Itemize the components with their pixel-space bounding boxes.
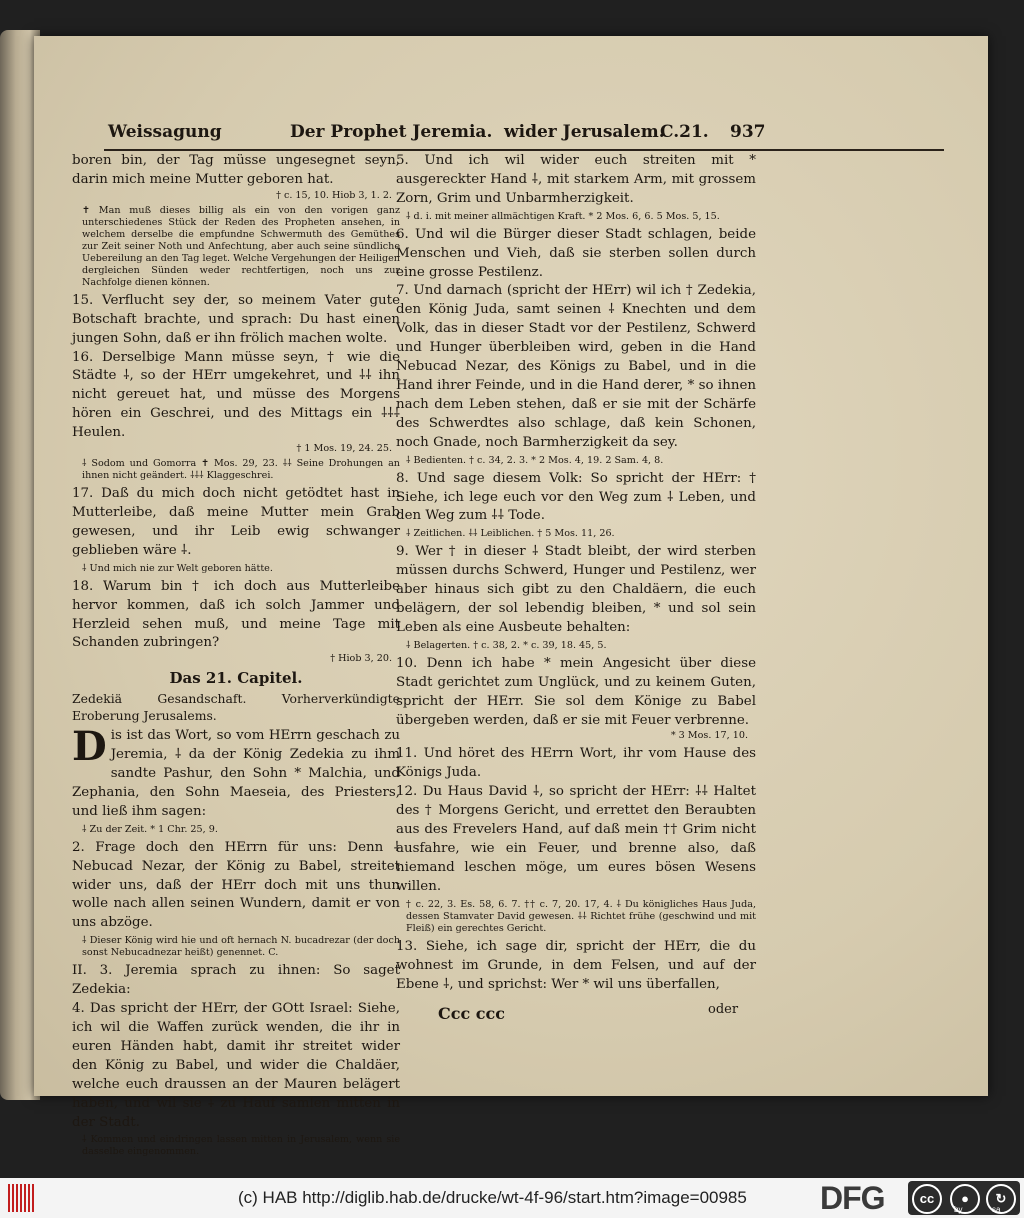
barcode-icon (8, 1184, 36, 1212)
running-head-title: wider Jerusalem. (504, 122, 665, 142)
chapter-summary: Zedekiä Gesandschaft. Vorherverkündigte Eroberung Jerusalems. (72, 691, 400, 724)
footnote: ⸸ Zu der Zeit. * 1 Chr. 25, 9. (82, 823, 218, 835)
running-head (104, 122, 944, 150)
book-page (34, 36, 988, 1158)
paragraph: 18. Warum bin † ich doch aus Mutterleibe hervor kommen, daß ich solch Jammer und Herzleid sehen muß, und meine Tage mit Schanden zubringen? (72, 578, 400, 651)
cross-reference: * 3 Mos. 17, 10. (670, 730, 748, 742)
footnote: ⸸ Zeitlichen. ⸸⸸ Leiblichen. † 5 Mos. 11, 26. (406, 528, 615, 540)
cc-icon: cc (912, 1184, 942, 1214)
paragraph: 16. Derselbige Mann müsse seyn, † wie die Städte ⸸, so der HErr umgekehret, und ⸸⸸ ihn nicht gereuet hat, und müsse des Morgens hören ein Geschrei, und des Mittags ein ⸸⸸⸸ Heulen. (72, 349, 400, 441)
signature-mark: Ccc ccc (438, 1004, 506, 1023)
sa-icon: ↻ (986, 1184, 1016, 1214)
header-rule (104, 149, 944, 151)
paragraph: 4. Das spricht der HErr, der GOtt Israel: Siehe, ich wil die Waffen zurück wenden, die ihr in euren Händen habt, damit ihr streitet wider den König zu Babel, und wider die Chaldäer, welche euch draussen an der Mauren belägert haben, und wil sie ⸸ zu Hauf samlen mitten in der Stadt. (72, 1001, 400, 1130)
drop-cap: D (72, 723, 107, 771)
footnote: ⸸ Dieser König wird hie und oft hernach N. bucadrezar (der doch sonst Nebucadnezar heißt) genennet. C. (82, 935, 400, 959)
by-icon: ● (950, 1184, 980, 1214)
footnote: ⸸ d. i. mit meiner allmächtigen Kraft. * 2 Mos. 6, 6. 5 Mos. 5, 15. (406, 210, 720, 222)
paragraph: 17. Daß du mich doch nicht getödtet hast in Mutterleibe, daß meine Mutter mein Grab gewesen, und ihr Leib ewig schwanger geblieben wäre ⸸. (72, 486, 400, 558)
dfg-logo: DFG (820, 1180, 885, 1216)
paragraph: 6. Und wil die Bürger dieser Stadt schlagen, beide Menschen und Vieh, daß sie sterben sollen durch eine grosse Pestilenz. (396, 226, 756, 280)
cross-reference: † Hiob 3, 20. (330, 653, 392, 665)
viewer-footer (0, 1178, 1024, 1218)
paragraph: II. 3. Jeremia sprach zu ihnen: So saget Zedekia: (72, 963, 400, 998)
paragraph: 11. Und höret des HErrn Wort, ihr vom Hause des Königs Juda. (396, 746, 756, 781)
running-head-center: Der Prophet Jeremia. (290, 122, 493, 142)
footnote: ⸸ Bedienten. † c. 34, 2. 3. * 2 Mos. 4, 19. 2 Sam. 4, 8. (406, 454, 664, 466)
copyright-link[interactable]: (c) HAB http://diglib.hab.de/drucke/wt-4f-96/start.htm?image=00985 (238, 1188, 747, 1207)
by-label: by (954, 1205, 963, 1214)
paragraph: 8. Und sage diesem Volk: So spricht der HErr: † Siehe, ich lege euch vor den Weg zum ⸸ Leben, und den Weg zum ⸸⸸ Tode. (396, 470, 756, 524)
catchword: oder (708, 1002, 739, 1017)
cross-reference: † c. 15, 10. Hiob 3, 1. 2. (276, 189, 392, 201)
footnote: ✝ Man muß dieses billig als ein von den vorigen ganz unterschiedenes Stück der Reden des Propheten ansehen, in welchem derselbe die empfundne Schwermuth des Gemüthes zur Zeit seiner Noth und Anfechtung, aber auch seine sündliche Uebereilung an den Tag leget. Welche Vergehungen der Heiligen dergleichen Sünden weder rechtfertigen, noch uns zur Nachfolge dienen können. (82, 204, 400, 288)
footnote: ⸸ Kommen und eindringen lassen mitten in Jerusalem, wenn sie dasselbe eingenommen. (82, 1134, 400, 1158)
paragraph: 9. Wer † in dieser ⸸ Stadt bleibt, der wird sterben müssen durchs Schwerd, Hunger und Pestilenz, wer aber hinaus sich gibt zu den Chaldäern, die euch belägern, der sol lebendig bleiben, * und sol sein Leben als eine Ausbeute behalten: (396, 544, 756, 635)
paragraph: 15. Verflucht sey der, so meinem Vater gute Botschaft brachte, und sprach: Du hast einen jungen Sohn, daß er ihn frölich machen wolte. (72, 292, 400, 346)
footnote: ⸸ Belagerten. † c. 38, 2. * c. 39, 18. 45, 5. (406, 639, 607, 651)
page-number: 937 (730, 122, 766, 142)
paragraph: 7. Und darnach (spricht der HErr) wil ich † Zedekia, den König Juda, samt seinen ⸸ Knechten und dem Volk, das in dieser Stadt vor der Pestilenz, Schwerd und Hunger überbleiben wird, geben in die Hand Nebucad Nezar, des Königs zu Babel, und in die Hand ihrer Feinde, und in die Hand derer, * so ihnen nach dem Leben stehen, daß er sie mit der Schärfe des Schwerdtes also schlage, daß kein Schonen, noch Gnade, noch Barmherzigkeit da sey. (396, 283, 756, 450)
cc-license-badge[interactable] (908, 1181, 1020, 1215)
footnote: † c. 22, 3. Es. 58, 6. 7. †† c. 7, 20. 17, 4. ⸸ Du königliches Haus Juda, dessen Stamvater David gewesen. ⸸⸸ Richtet frühe (geschwind und mit Fleiß) ein gerechtes Gericht. (406, 898, 756, 934)
paragraph: 10. Denn ich habe * mein Angesicht über diese Stadt gerichtet zum Unglück, und zu keinem Guten, spricht der HErr. Sie sol dem Könige zu Babel übergeben werden, daß er sie mit Feuer verbrenne. (396, 655, 756, 728)
chapter-heading: Das 21. Capitel. (169, 669, 303, 688)
running-head-chapter: C.21. (660, 122, 709, 142)
paragraph: 13. Siehe, ich sage dir, spricht der HErr, die du wohnest im Grunde, in dem Felsen, und auf der Ebene ⸸, und sprichst: Wer * wil uns überfallen, (396, 938, 756, 992)
paragraph-text: is ist das Wort, so vom HErrn geschach zu Jeremia, ⸸ da der König Zedekia zu ihm sandte Pashur, den Sohn * Malchia, und Zephania, den Sohn Maeseia, des Priesters, und ließ ihm sagen: (72, 728, 400, 819)
paragraph: 12. Du Haus David ⸸, so spricht der HErr: ⸸⸸ Haltet des † Morgens Gericht, und errettet den Beraubten aus des Frevelers Hand, auf daß mein †† Grim nicht ausfahre, wie ein Feuer, und brenne also, daß niemand leschen möge, um eures bösen Wesens willen. (396, 784, 756, 894)
cross-reference: † 1 Mos. 19, 24. 25. (296, 443, 392, 455)
footnote: ⸸ Sodom und Gomorra ✝ Mos. 29, 23. ⸸⸸ Seine Drohungen an ihnen nicht geändert. ⸸⸸⸸ Klaggeschrei. (82, 458, 400, 482)
right-column (396, 152, 756, 994)
left-column (72, 152, 400, 1161)
sa-label: sa (992, 1205, 1001, 1214)
paragraph (72, 723, 400, 822)
footnote: ⸸ Und mich nie zur Welt geboren hätte. (82, 562, 273, 574)
paragraph: 5. Und ich wil wider euch streiten mit * ausgereckter Hand ⸸, mit starkem Arm, mit grossem Zorn, Grim und Unbarmherzigkeit. (396, 153, 756, 206)
paragraph: 2. Frage doch den HErrn für uns: Denn ⸸ Nebucad Nezar, der König zu Babel, streitet wider uns, daß der HErr doch mit uns thun wolle nach allen seinen Wundern, damit er von uns abzöge. (72, 839, 400, 931)
paragraph: boren bin, der Tag müsse ungesegnet seyn, darin mich meine Mutter geboren hat. (72, 153, 400, 187)
running-head-left: Weissagung (108, 122, 222, 142)
